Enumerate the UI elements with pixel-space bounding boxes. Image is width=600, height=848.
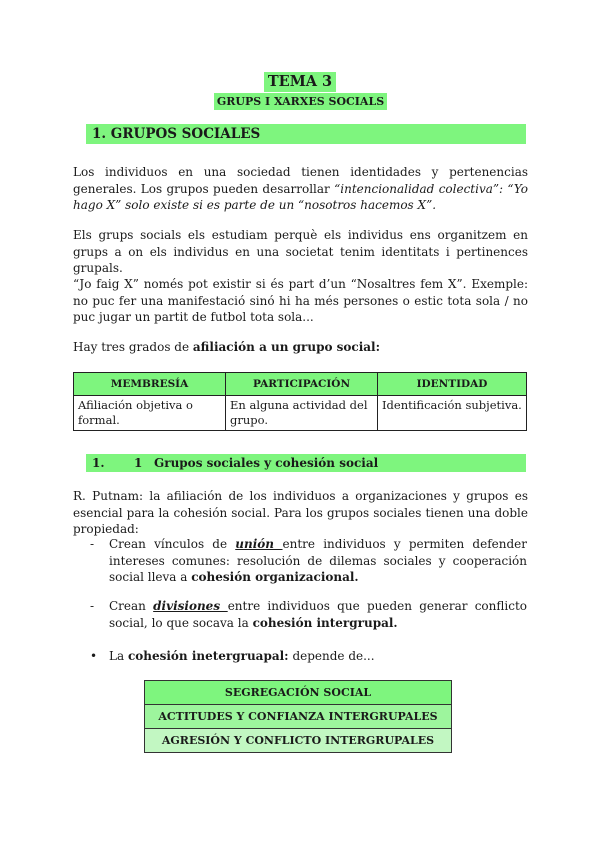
paragraph-catalan-1-text: Els grups socials els estudiam perquè els individus ens organitzem en grups a on els individus en una societat tenim identitats i pertinences grupals. — [73, 228, 528, 275]
item-bold: cohesión organizacional. — [191, 570, 359, 584]
factors-table — [144, 680, 452, 753]
table-row — [145, 705, 452, 729]
section-title: GRUPOS SOCIALES — [110, 126, 261, 142]
paragraph-catalan-2-text: “Jo faig X” només pot existir si és part d’un “Nosaltres fem X”. Exemple: no puc fer una manifestació sinó hi ha més persones o estic tota sola / no puc jugar un partit de futbol tota sola... — [73, 277, 528, 324]
page-subtitle: GRUPS I XARXES SOCIALS — [214, 93, 387, 110]
item-text: entre individuos que pueden generar conflicto social, lo que socava la — [109, 599, 527, 630]
paragraph-intro — [73, 164, 528, 214]
table-header-cell: PARTICIPACIÓN — [226, 373, 378, 396]
item-text: Crean vínculos de — [109, 537, 236, 551]
section-number: 1. — [92, 456, 105, 470]
affiliation-table — [73, 372, 527, 431]
subsection-number: 1 — [134, 456, 143, 470]
paragraph-intro-quote: “intencionalidad colectiva”: “Yo hago X” solo existe si es parte de un “nosotros hacemos X”. — [73, 181, 528, 212]
item-text: depende de... — [288, 649, 375, 663]
page-title: TEMA 3 — [264, 72, 336, 92]
section-number: 1. — [92, 126, 107, 142]
table-header-cell: MEMBRESÍA — [74, 373, 226, 396]
table-cell: Identificación subjetiva. — [378, 396, 527, 431]
list-item — [90, 536, 527, 586]
table-row — [74, 396, 527, 431]
bullet-marker: • — [90, 649, 98, 663]
paragraph-catalan-2 — [73, 276, 528, 326]
table-header-row — [74, 373, 527, 396]
item-emphasis: divisiones — [153, 599, 228, 613]
dash-marker: - — [90, 537, 95, 551]
paragraph-putnam — [73, 488, 528, 538]
item-text: La — [109, 649, 128, 663]
item-text: Crean — [109, 599, 154, 613]
factor-cell: SEGREGACIÓN SOCIAL — [145, 681, 452, 705]
table-row — [145, 729, 452, 753]
affiliation-bold: afiliación a un grupo social: — [192, 340, 381, 354]
item-bold: cohesión inetergruapal: — [127, 649, 289, 663]
section-heading-1-1 — [86, 454, 526, 472]
section-title: Grupos sociales y cohesión social — [154, 456, 379, 470]
paragraph-catalan-1 — [73, 227, 528, 277]
table-cell: Afiliación objetiva o formal. — [74, 396, 226, 431]
bullet-item — [90, 648, 527, 665]
factor-cell: ACTITUDES Y CONFIANZA INTERGRUPALES — [145, 705, 452, 729]
affiliation-prefix: Hay tres grados de — [73, 340, 193, 354]
table-header-cell: IDENTIDAD — [378, 373, 527, 396]
dash-marker: - — [90, 599, 95, 613]
table-row — [145, 681, 452, 705]
list-item — [90, 598, 527, 631]
factor-cell: AGRESIÓN Y CONFLICTO INTERGRUPALES — [145, 729, 452, 753]
section-heading-1 — [86, 124, 526, 144]
paragraph-affiliation — [73, 339, 528, 356]
item-emphasis: unión — [235, 537, 283, 551]
paragraph-intro-text: Los individuos en una sociedad tienen identidades y pertenencias generales. Los grupos pueden desarrollar — [73, 165, 528, 196]
table-cell: En alguna actividad del grupo. — [226, 396, 378, 431]
item-text: entre individuos y permiten defender intereses comunes: resolución de dilemas sociales y cooperación social lleva a — [109, 537, 527, 584]
paragraph-putnam-text: R. Putnam: la afiliación de los individuos a organizaciones y grupos es esencial para la cohesión social. Para los grupos sociales tienen una doble propiedad: — [73, 489, 528, 536]
item-bold: cohesión intergrupal. — [252, 615, 398, 630]
